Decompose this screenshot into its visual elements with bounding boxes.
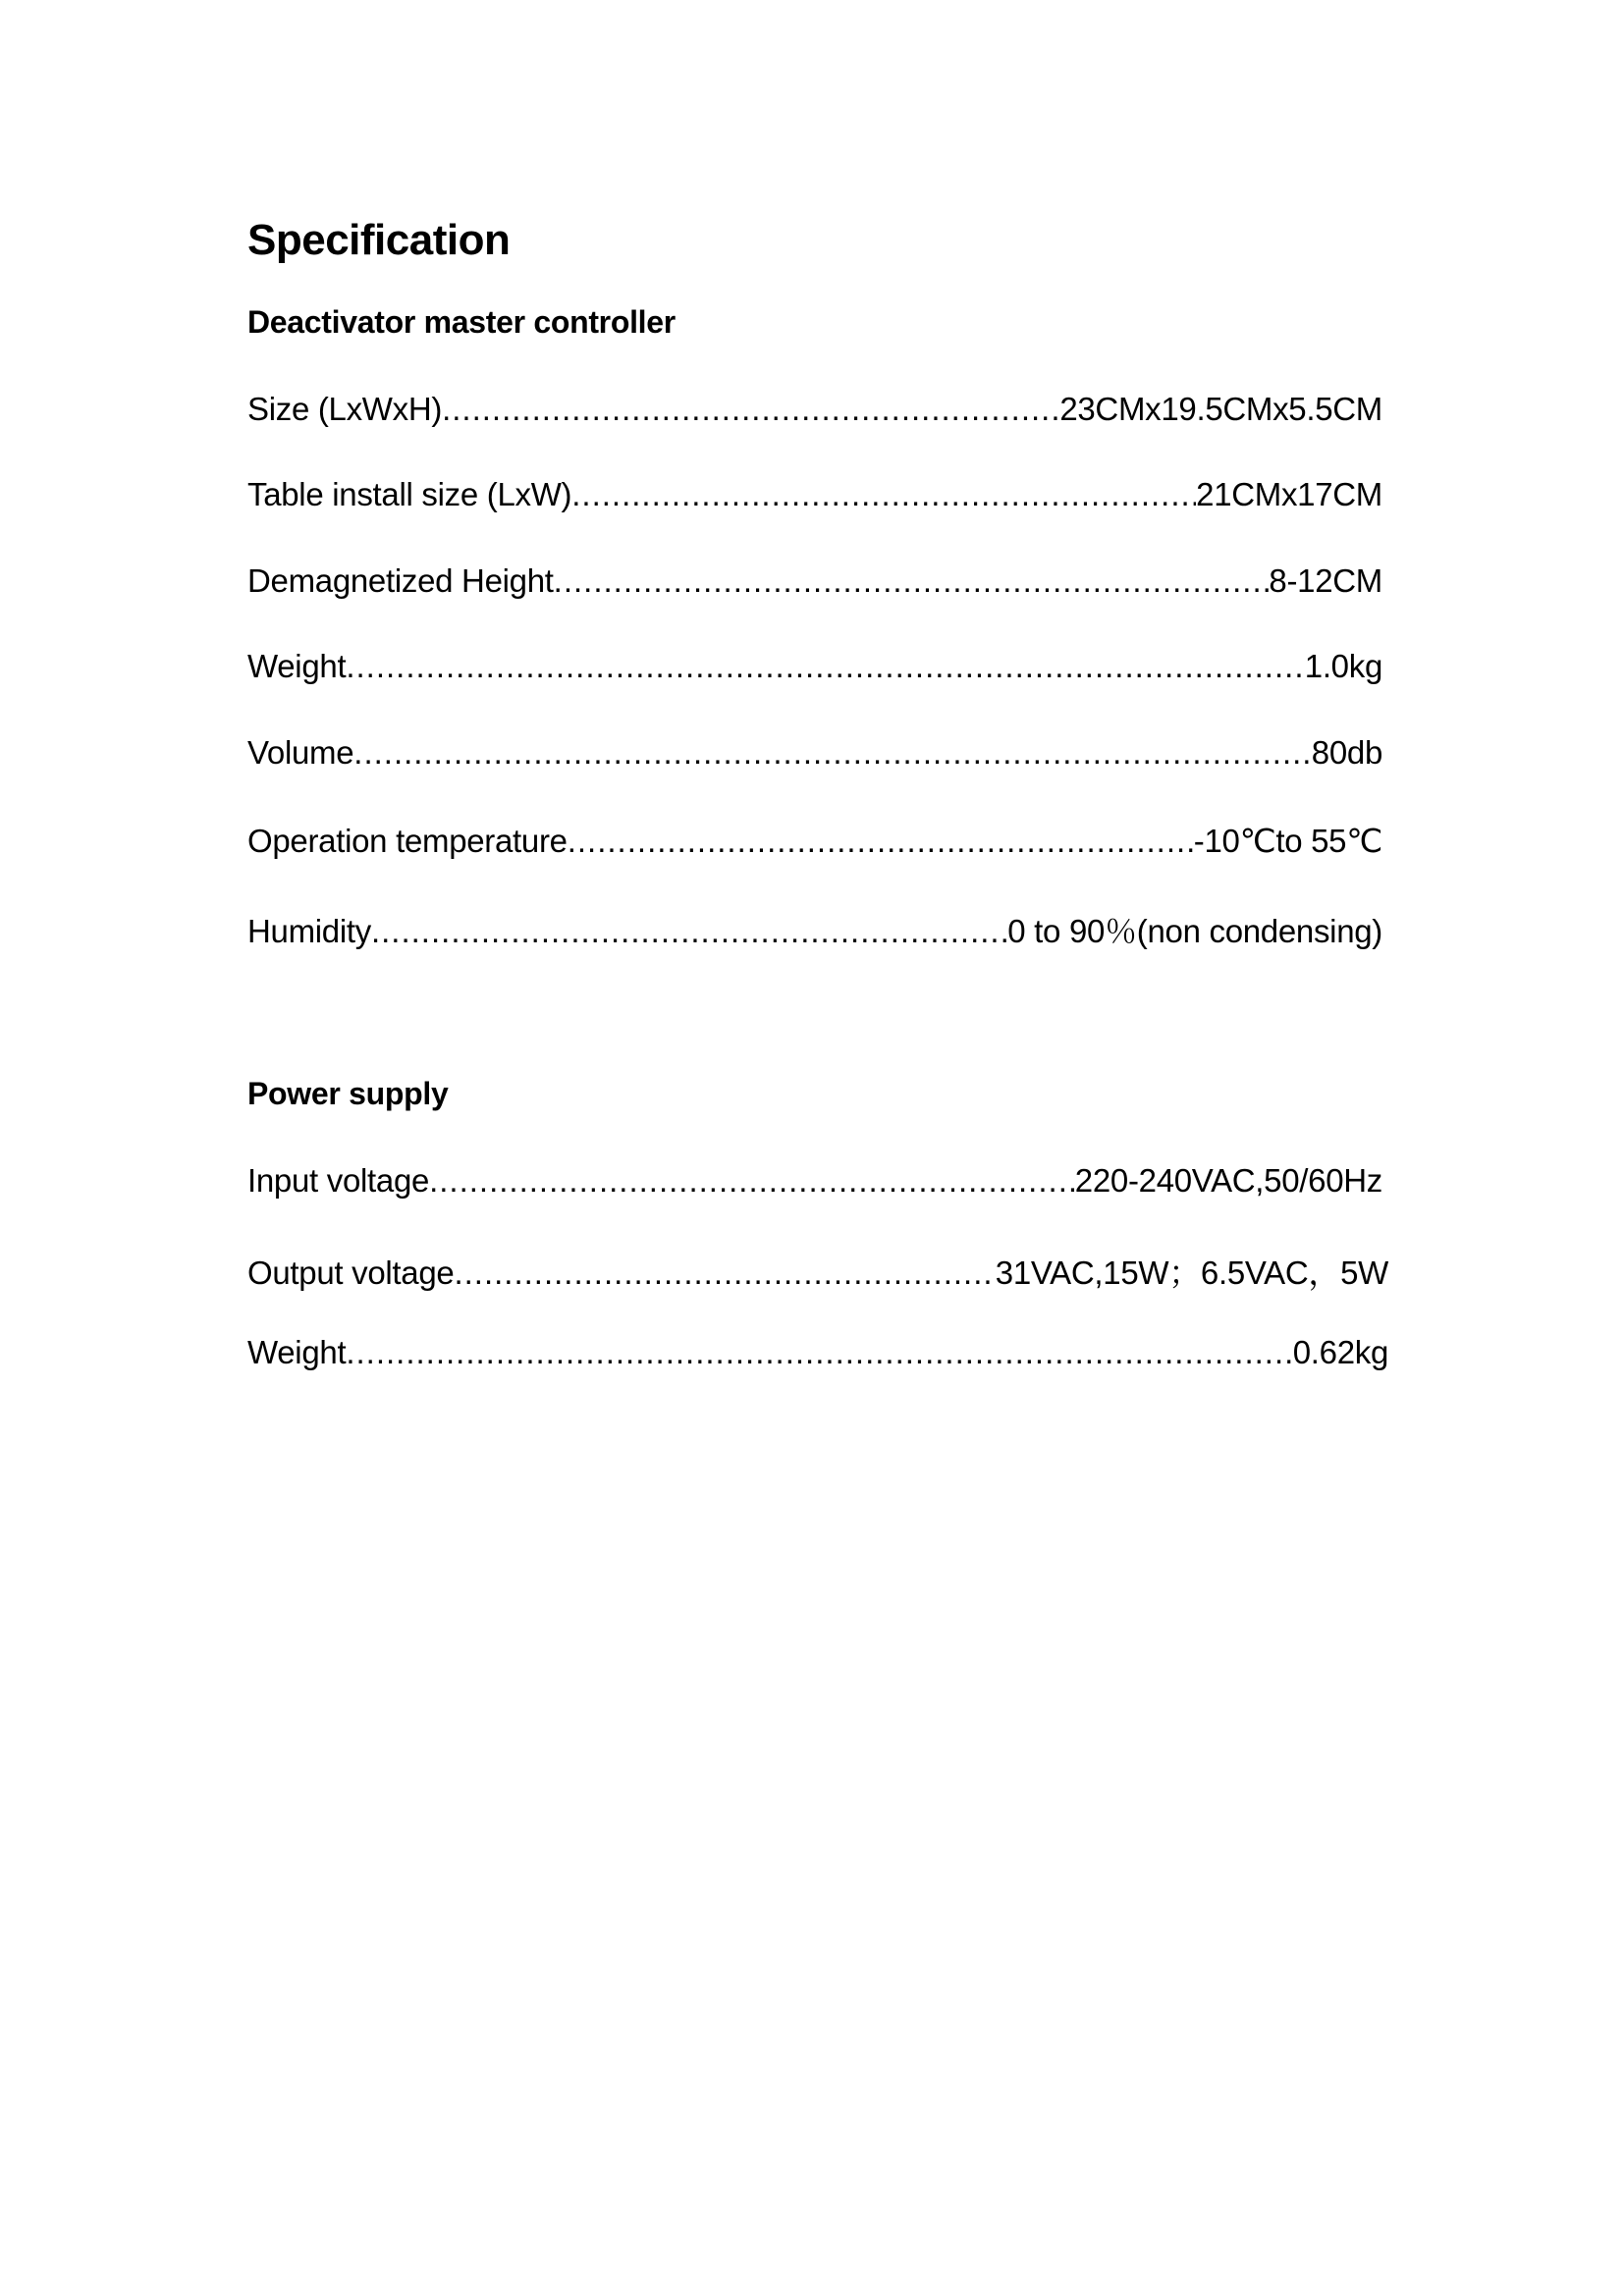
spec-label: Volume (247, 734, 354, 771)
dot-leader (371, 913, 1007, 950)
spec-label: Operation temperature (247, 823, 568, 859)
spec-row (247, 1334, 1388, 1371)
dot-leader (554, 562, 1270, 600)
spec-value: 8-12CM (1269, 562, 1382, 599)
spec-row (247, 648, 1382, 685)
spec-value: 21CMx17CM (1196, 476, 1382, 512)
spec-label: Size (LxWxH) (247, 391, 443, 427)
dot-leader (442, 391, 1059, 428)
spec-row (247, 1162, 1382, 1200)
dot-leader (353, 734, 1312, 772)
spec-value: 23CMx19.5CMx5.5CM (1059, 391, 1382, 427)
dot-leader (571, 476, 1196, 513)
spec-row (247, 906, 1382, 952)
spec-row (247, 562, 1382, 600)
section-heading-deactivator: Deactivator master controller (247, 304, 676, 340)
spec-row (247, 822, 1382, 860)
spec-value: 0 to 90％(non condensing) (1007, 913, 1382, 949)
dot-leader (568, 823, 1194, 860)
page-title: Specification (247, 216, 511, 264)
spec-label: Weight (247, 648, 347, 684)
spec-value: 31VAC,15W；6.5VAC，5W (995, 1255, 1388, 1291)
dot-leader (429, 1162, 1075, 1200)
spec-label: Table install size (LxW) (247, 476, 572, 512)
spec-row (247, 391, 1382, 428)
spec-label: Humidity (247, 913, 371, 949)
dot-leader (346, 648, 1304, 685)
spec-value: 1.0kg (1304, 648, 1382, 684)
dot-leader (454, 1255, 995, 1292)
spec-value: -10℃to 55℃ (1193, 823, 1382, 859)
spec-row (247, 734, 1382, 772)
dot-leader (346, 1334, 1292, 1371)
spec-value: 80db (1311, 734, 1382, 771)
spec-row (247, 1248, 1388, 1294)
section-heading-power-supply: Power supply (247, 1076, 449, 1111)
spec-label: Weight (247, 1334, 347, 1370)
spec-label: Input voltage (247, 1162, 430, 1199)
spec-value: 220-240VAC,50/60Hz (1074, 1162, 1382, 1199)
spec-label: Demagnetized Height (247, 562, 554, 599)
spec-label: Output voltage (247, 1255, 455, 1291)
spec-row (247, 476, 1382, 513)
spec-value: 0.62kg (1292, 1334, 1388, 1370)
